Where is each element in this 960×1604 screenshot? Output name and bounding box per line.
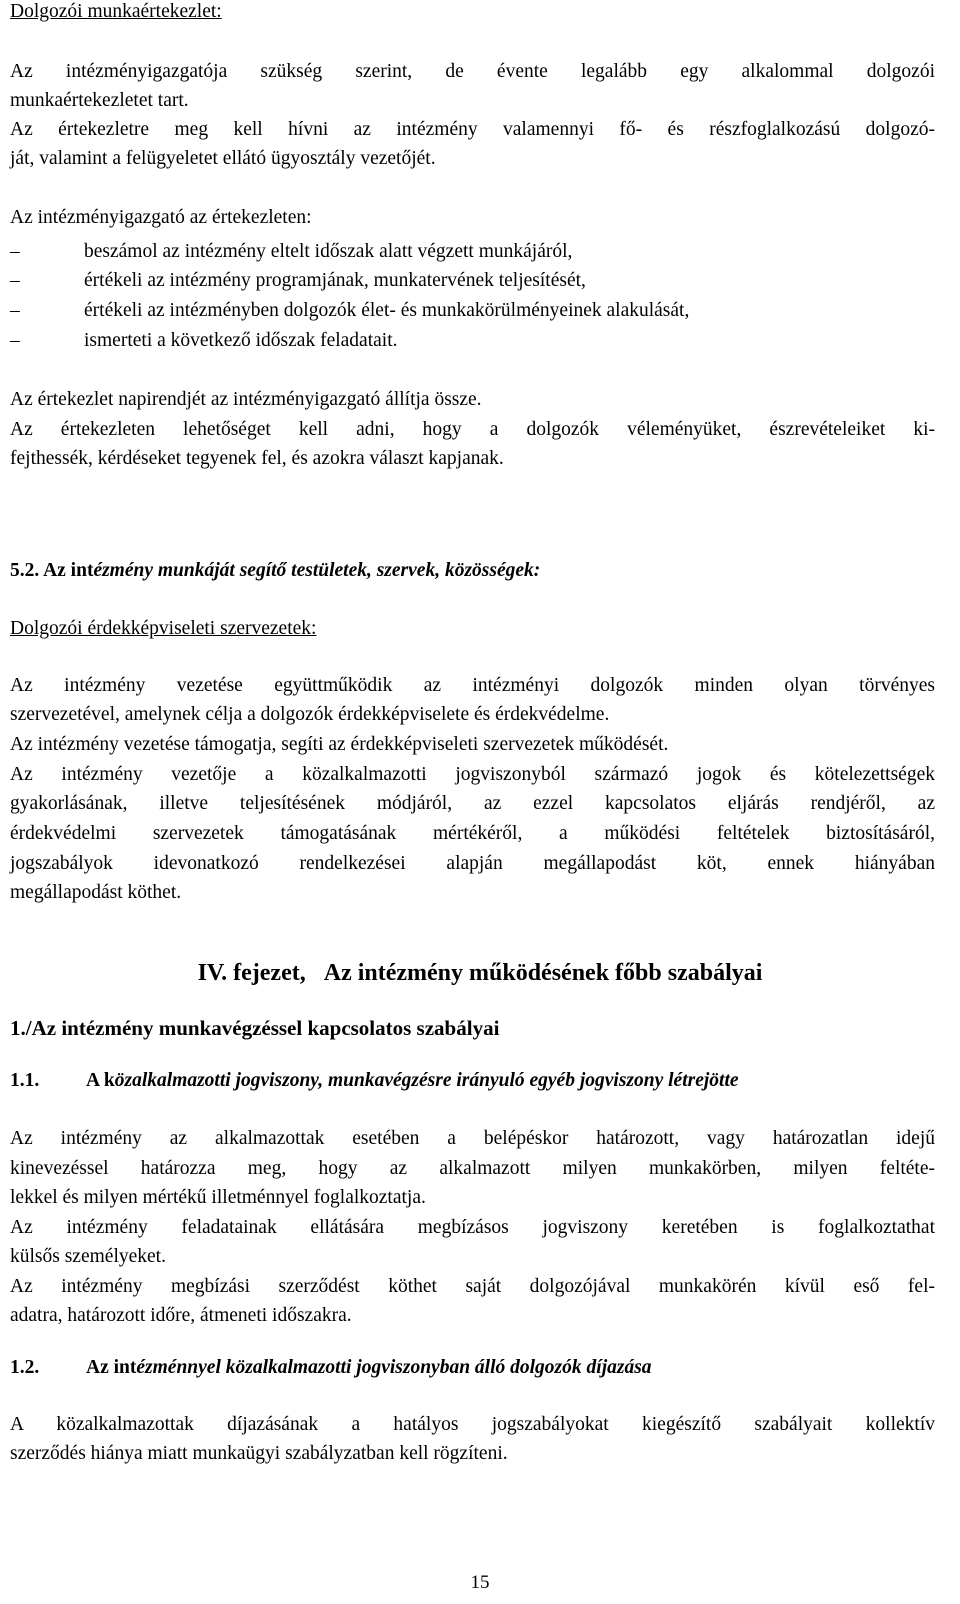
section-title-plain: Az int bbox=[43, 560, 94, 581]
subsection-1-1-line: adatra, határozott időre, átmeneti időszakra. bbox=[10, 1305, 352, 1326]
list-item-text: értékeli az intézményben dolgozók élet- és munkakörülményeinek alakulását, bbox=[84, 300, 690, 321]
meeting-paragraph-line: ját, valamint a felügyeletet ellátó ügyosztály vezetőjét. bbox=[10, 148, 436, 169]
unions-line: Az intézmény vezetője a közalkalmazotti jogviszonyból származó jogok és kötelezettségek bbox=[10, 764, 935, 785]
subsection-number: 1.2. bbox=[10, 1357, 40, 1378]
dash-icon: – bbox=[10, 241, 20, 262]
meeting-intro: Az intézményigazgató az értekezleten: bbox=[10, 207, 312, 228]
unions-line: szervezetével, amelynek célja a dolgozók érdekképviselete és érdekvédelme. bbox=[10, 704, 610, 725]
meeting-heading: Dolgozói munkaértekezlet: bbox=[10, 1, 222, 22]
section-number: 5.2. bbox=[10, 560, 40, 581]
meeting-paragraph-line: Az értekezleten lehetőséget kell adni, hogy a dolgozók véleményüket, észrevételeiket ki- bbox=[10, 419, 935, 440]
subsection-1-2-heading bbox=[10, 1357, 652, 1379]
meeting-paragraph-line: Az értekezletre meg kell hívni az intézmény valamennyi fő- és részfoglalkozású dolgozó- bbox=[10, 119, 935, 140]
list-item-text: értékeli az intézmény programjának, munkatervének teljesítését, bbox=[84, 270, 586, 291]
page-number: 15 bbox=[470, 1572, 490, 1593]
unions-line: Az intézmény vezetése támogatja, segíti az érdekképviseleti szervezetek működését. bbox=[10, 734, 669, 755]
unions-line: Az intézmény vezetése együttműködik az intézményi dolgozók minden olyan törvényes bbox=[10, 675, 935, 696]
meeting-paragraph-line: munkaértekezletet tart. bbox=[10, 90, 189, 111]
subsection-title-plain: Az int bbox=[86, 1357, 137, 1378]
section-title-italic: ézmény munkáját segítő testületek, szervek, közösségek: bbox=[93, 560, 541, 581]
subsection-1-1-line: lekkel és milyen mértékű illetménnyel foglalkoztatja. bbox=[10, 1187, 426, 1208]
subsection-title-italic: ézménnyel közalkalmazotti jogviszonyban álló dolgozók díjazása bbox=[136, 1357, 652, 1378]
chapter-title: Az intézmény működésének főbb szabályai bbox=[323, 960, 763, 986]
subsection-number: 1.1. bbox=[10, 1070, 40, 1091]
subsection-title-italic: özalkalmazotti jogviszony, munkavégzésre irányuló egyéb jogviszony létrejötte bbox=[114, 1070, 739, 1091]
chapter-heading bbox=[0, 960, 960, 987]
unions-line: jogszabályok idevonatkozó rendelkezései alapján megállapodást köt, ennek hiányában bbox=[10, 853, 935, 874]
subsection-1-heading: 1./Az intézmény munkavégzéssel kapcsolatos szabályai bbox=[10, 1016, 500, 1040]
unions-line: gyakorlásának, illetve teljesítésének módjáról, az ezzel kapcsolatos eljárás rendjéről, az bbox=[10, 793, 935, 814]
section-5-2-heading bbox=[10, 560, 540, 582]
subsection-1-1-line: kinevezéssel határozza meg, hogy az alkalmazott milyen munkakörben, milyen feltéte- bbox=[10, 1158, 935, 1179]
unions-line: megállapodást köthet. bbox=[10, 882, 182, 903]
subsection-1-1-line: Az intézmény megbízási szerződést köthet saját dolgozójával munkakörén kívül eső fel- bbox=[10, 1276, 935, 1297]
subsection-1-1-heading bbox=[10, 1070, 739, 1092]
dash-icon: – bbox=[10, 270, 20, 291]
subsection-1-1-line: külsős személyeket. bbox=[10, 1246, 166, 1267]
dash-icon: – bbox=[10, 330, 20, 351]
meeting-paragraph-line: fejthessék, kérdéseket tegyenek fel, és azokra választ kapjanak. bbox=[10, 448, 504, 469]
subsection-1-2-line: szerződés hiánya miatt munkaügyi szabályzatban kell rögzíteni. bbox=[10, 1443, 508, 1464]
subsection-1-1-line: Az intézmény feladatainak ellátására megbízásos jogviszony keretében is foglalkoztathat bbox=[10, 1217, 935, 1238]
subsection-1-2-line: A közalkalmazottak díjazásának a hatályos jogszabályokat kiegészítő szabályait kollektív bbox=[10, 1414, 935, 1435]
meeting-agenda: Az értekezlet napirendjét az intézményigazgató állítja össze. bbox=[10, 389, 482, 410]
unions-heading: Dolgozói érdekképviseleti szervezetek: bbox=[10, 618, 317, 639]
unions-line: érdekvédelmi szervezetek támogatásának mértékéről, a működési feltételek biztosításáról, bbox=[10, 823, 935, 844]
list-item-text: beszámol az intézmény eltelt időszak alatt végzett munkájáról, bbox=[84, 241, 573, 262]
chapter-number: IV. fejezet, bbox=[197, 960, 306, 986]
dash-icon: – bbox=[10, 300, 20, 321]
list-item-text: ismerteti a következő időszak feladatait. bbox=[84, 330, 398, 351]
meeting-paragraph-line: Az intézményigazgatója szükség szerint, de évente legalább egy alkalommal dolgozói bbox=[10, 61, 935, 82]
subsection-title-plain: A k bbox=[86, 1070, 115, 1091]
subsection-1-1-line: Az intézmény az alkalmazottak esetében a belépéskor határozott, vagy határozatlan idejű bbox=[10, 1128, 935, 1149]
